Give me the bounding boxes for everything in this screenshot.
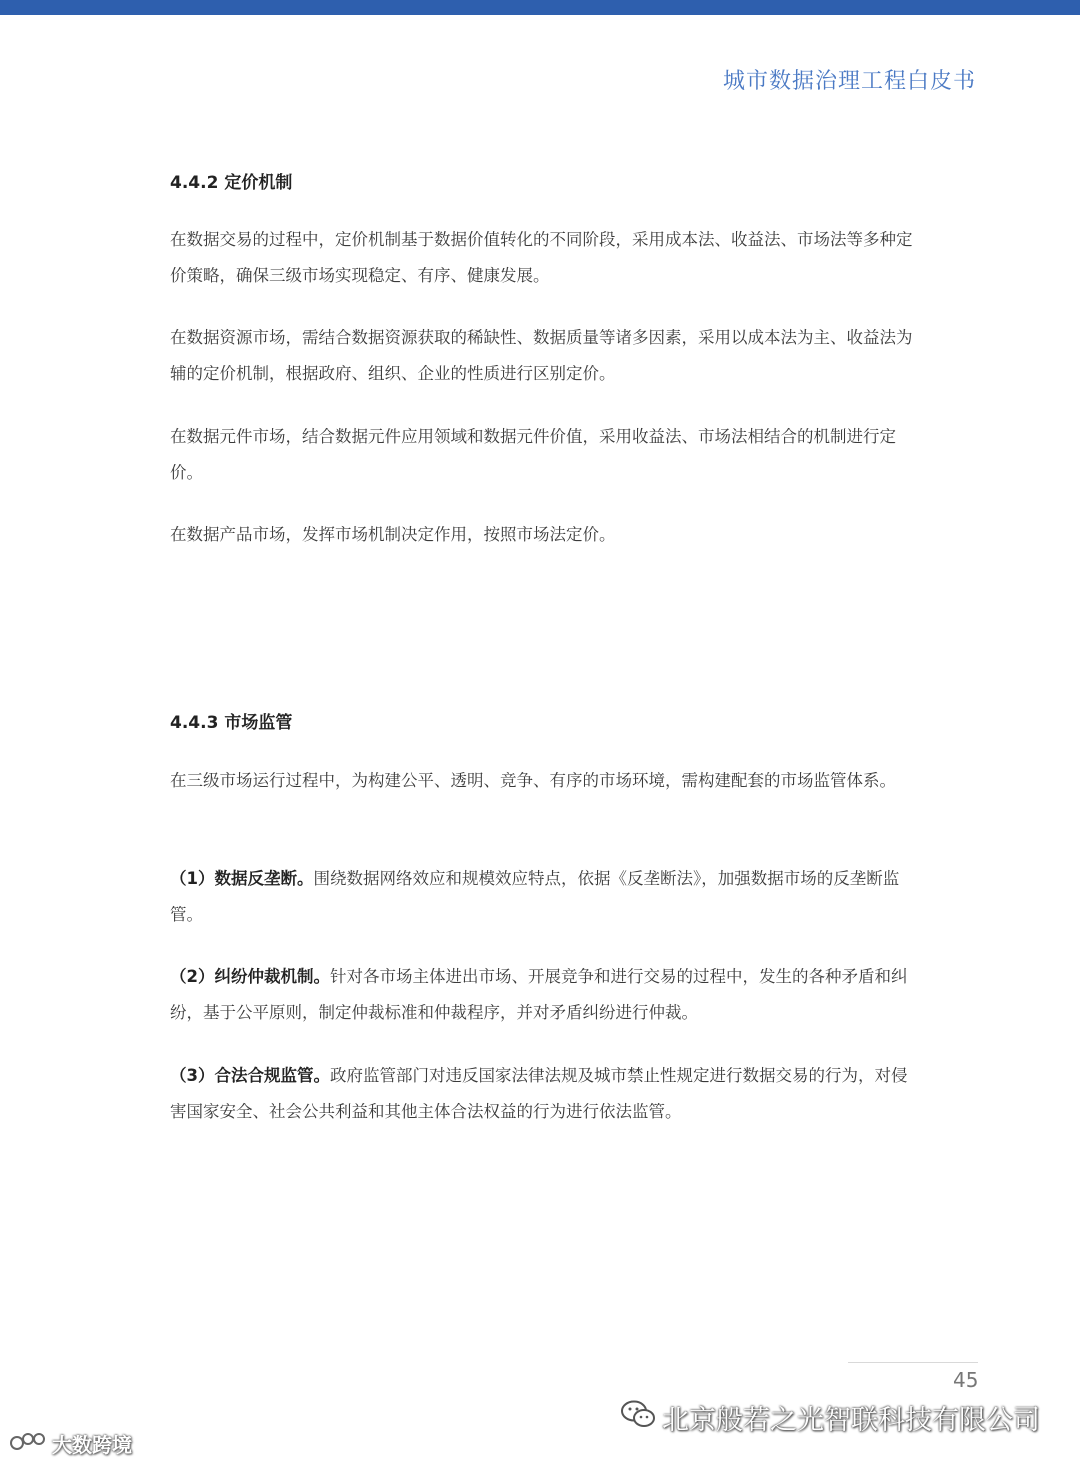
watermark-brand xyxy=(8,1428,132,1459)
list-item-text: 围绕数据网络效应和规模效应特点，依据《反垄断法》，加强数据市场的反垄断监管。 xyxy=(170,869,900,924)
paragraph: 在数据交易的过程中，定价机制基于数据价值转化的不同阶段，采用成本法、收益法、市场法等多种定价策略，确保三级市场实现稳定、有序、健康发展。 xyxy=(170,230,913,285)
list-item-label: （1）数据反垄断。 xyxy=(170,869,314,888)
list-item xyxy=(170,959,915,1031)
section-heading-pricing: 4.4.2 定价机制 xyxy=(170,173,293,193)
paragraph: 在数据元件市场，结合数据元件应用领域和数据元件价值，采用收益法、市场法相结合的机制进行定价。 xyxy=(170,427,896,482)
document-title: 城市数据治理工程白皮书 xyxy=(722,69,976,94)
paragraph: 在数据产品市场，发挥市场机制决定作用，按照市场法定价。 xyxy=(170,525,616,544)
list-item-label: （3）合法合规监管。 xyxy=(170,1066,330,1085)
list-item xyxy=(170,861,915,933)
watermark-brand-text: 大数跨境 xyxy=(52,1433,132,1457)
paragraph: 在数据资源市场，需结合数据资源获取的稀缺性、数据质量等诸多因素，采用以成本法为主、收益法为辅的定价机制，根据政府、组织、企业的性质进行区别定价。 xyxy=(170,328,913,383)
paragraph: 在三级市场运行过程中，为构建公平、透明、竞争、有序的市场环境，需构建配套的市场监管体系。 xyxy=(170,771,896,790)
page-number: 45 xyxy=(953,1368,979,1392)
section-heading-regulation: 4.4.3 市场监管 xyxy=(170,713,293,733)
list-item-text: 政府监管部门对违反国家法律法规及城市禁止性规定进行数据交易的行为，对侵害国家安全、社会公共利益和其他主体合法权益的行为进行依法监管。 xyxy=(170,1066,908,1121)
list-item xyxy=(170,1058,915,1130)
list-item-text: 针对各市场主体进出市场、开展竞争和进行交易的过程中，发生的各种矛盾和纠纷，基于公平原则，制定仲裁标准和仲裁程序，并对矛盾纠纷进行仲裁。 xyxy=(170,967,908,1022)
wechat-icon xyxy=(620,1399,656,1436)
footer-rule xyxy=(848,1362,978,1363)
list-item-label: （2）纠纷仲裁机制。 xyxy=(170,967,330,986)
watermark-company-text: 北京般若之光智联科技有限公司 xyxy=(662,1405,1040,1436)
top-accent-bar xyxy=(0,0,1080,15)
watermark-company xyxy=(620,1398,1040,1437)
brand-logo-icon xyxy=(8,1428,48,1459)
